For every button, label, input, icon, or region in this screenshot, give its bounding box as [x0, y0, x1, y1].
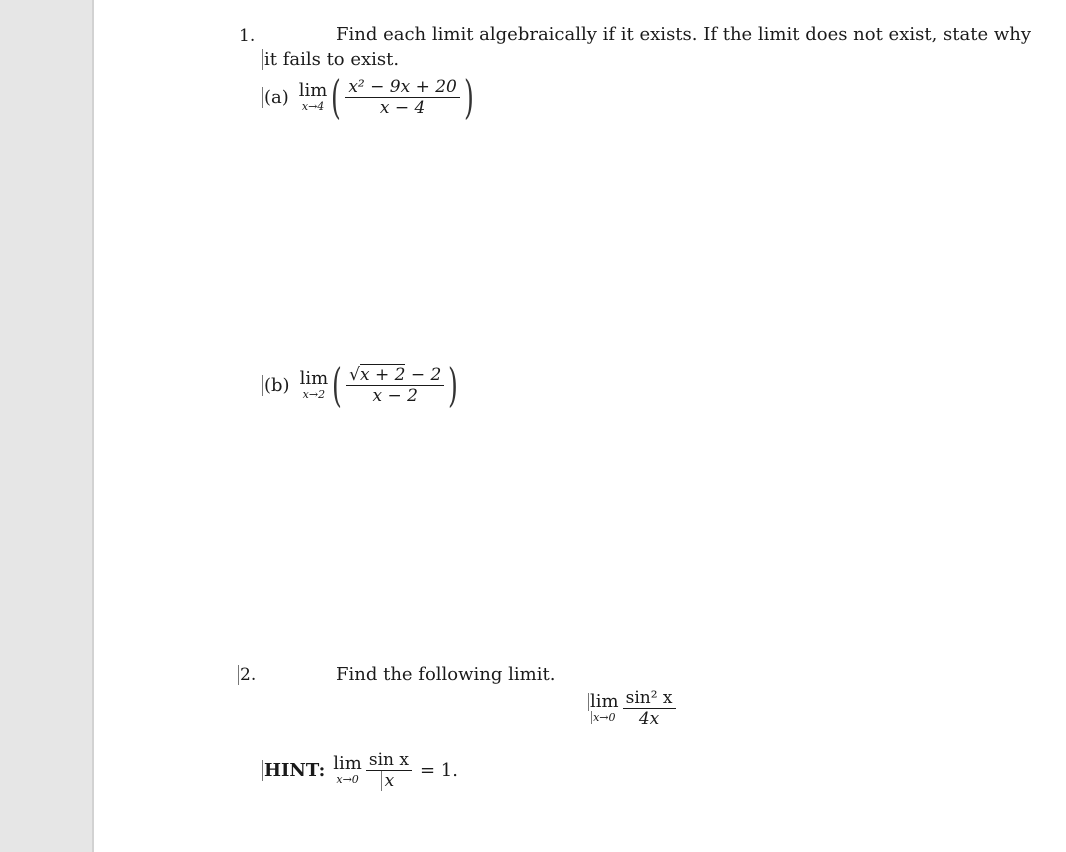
part-a-limit-operator [298, 79, 328, 113]
part-a-fraction [345, 77, 460, 118]
part-a-expression [262, 70, 478, 124]
hint-lim: lim [333, 753, 362, 774]
viewer-gutter [0, 0, 94, 852]
problem-2-denominator: 4x [638, 709, 660, 729]
hint-numerator: sin x [368, 750, 409, 770]
part-b-denominator: x − 2 [372, 385, 418, 406]
part-a-label: (a) [264, 86, 289, 108]
problem-2-fraction [623, 688, 676, 729]
part-b-numerator-rest: − 2 [405, 364, 442, 385]
hint-fraction [366, 750, 412, 791]
part-a-left-paren: ( [331, 70, 342, 124]
hint-denominator: x [381, 771, 398, 791]
part-a-lim-sub: x→4 [301, 99, 325, 113]
part-b-limit-operator [299, 367, 329, 401]
part-a-right-paren: ) [463, 70, 474, 124]
part-b-fraction [346, 365, 444, 406]
hint-limit-operator [333, 755, 362, 786]
part-a-denominator: x − 4 [379, 97, 426, 118]
hint-line [262, 750, 458, 791]
part-a-numerator: x² − 9x + 20 [348, 76, 457, 97]
hint-lim-sub: x→0 [336, 773, 359, 786]
problem-2-number: 2. [240, 665, 257, 685]
problem-2-expression [588, 688, 676, 729]
sqrt-symbol: √ [349, 364, 360, 385]
hint-label: HINT: [264, 760, 326, 781]
problem-2-limit-operator [588, 693, 619, 724]
part-b-numerator [346, 365, 444, 385]
part-b-right-paren: ) [448, 358, 459, 412]
problem-1-number: 1. [239, 26, 256, 46]
part-b-expression [262, 358, 462, 412]
problem-2-lim: lim [590, 691, 619, 712]
part-a-lim: lim [298, 79, 328, 101]
part-b-left-paren: ( [332, 358, 343, 412]
problem-2-numerator: sin² x [625, 688, 673, 708]
part-b-lim-sub: x→2 [302, 387, 326, 401]
problem-2-instruction: Find the following limit. [336, 664, 556, 685]
part-b-radicand: x + 2 [359, 364, 406, 385]
problem-2-lim-sub: x→0 [593, 711, 616, 724]
problem-1-instruction-line1: Find each limit algebraically if it exists. If the limit does not exist, state why [336, 24, 1032, 45]
hint-result: = 1. [419, 760, 458, 781]
problem-1-instruction-line2: it fails to exist. [264, 49, 400, 70]
part-b-label: (b) [264, 374, 290, 396]
part-b-lim: lim [299, 367, 329, 389]
document-page [96, 0, 1066, 852]
